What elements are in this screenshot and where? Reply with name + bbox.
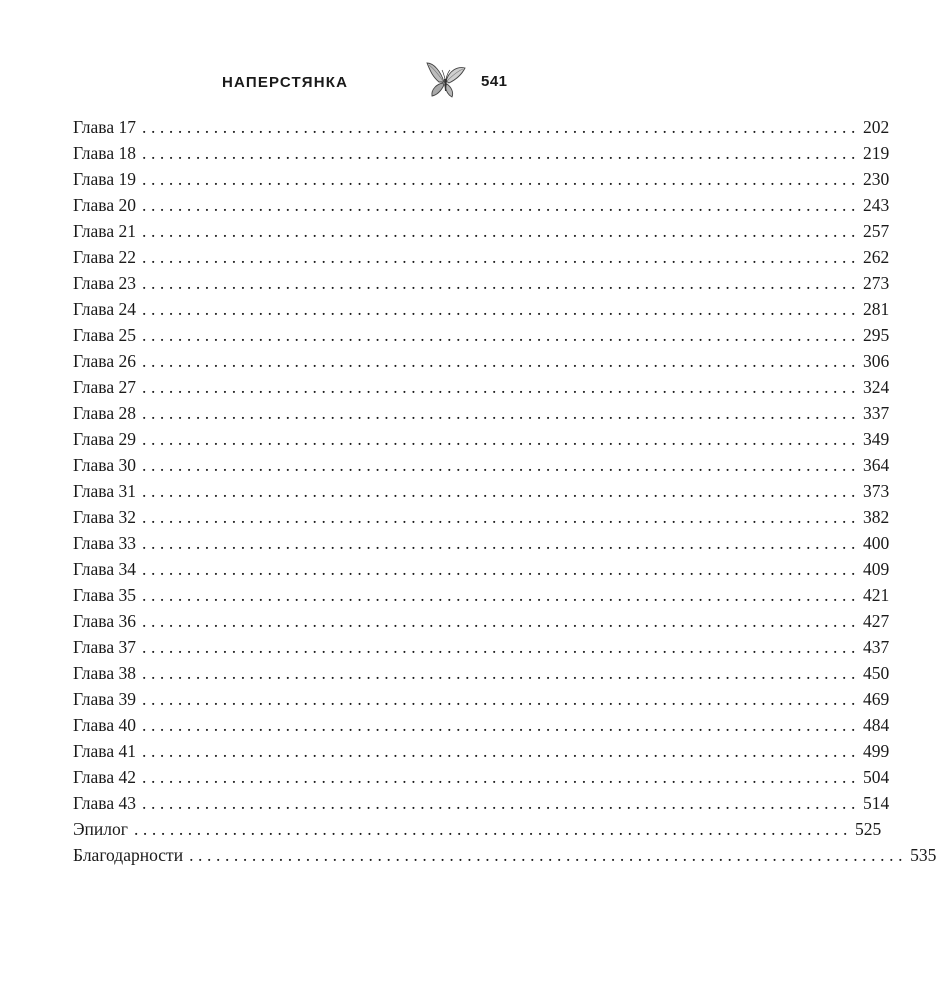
toc-entry-title: Глава 27 bbox=[73, 377, 136, 397]
toc-dot-leader: ................................................................................ bbox=[141, 533, 860, 553]
toc-entry-title: Эпилог bbox=[73, 819, 128, 839]
toc-entry bbox=[73, 322, 890, 348]
toc-entry-page: 243 bbox=[862, 195, 890, 215]
toc-dot-leader: ................................................................................ bbox=[141, 351, 860, 371]
toc-entry-title: Глава 32 bbox=[73, 507, 136, 527]
butterfly-icon bbox=[422, 58, 468, 102]
toc-entry-page: 400 bbox=[862, 533, 890, 553]
toc-entry-page: 324 bbox=[862, 377, 890, 397]
toc-entry-title: Глава 28 bbox=[73, 403, 136, 423]
toc-entry-page: 514 bbox=[862, 793, 890, 813]
toc-entry-page: 437 bbox=[862, 637, 890, 657]
toc-dot-leader: ................................................................................ bbox=[141, 481, 860, 501]
toc-entry-page: 262 bbox=[862, 247, 890, 267]
toc-dot-leader: ................................................................................ bbox=[133, 819, 852, 839]
toc-dot-leader: ................................................................................ bbox=[141, 741, 860, 761]
toc-entry-page: 281 bbox=[862, 299, 890, 319]
toc-entry-title: Глава 25 bbox=[73, 325, 136, 345]
toc-entry bbox=[73, 504, 890, 530]
toc-entry-title: Глава 36 bbox=[73, 611, 136, 631]
toc-entry bbox=[73, 244, 890, 270]
toc-entry bbox=[73, 426, 890, 452]
toc-entry-page: 469 bbox=[862, 689, 890, 709]
toc-entry bbox=[73, 374, 890, 400]
toc-entry bbox=[73, 582, 890, 608]
toc-dot-leader: ................................................................................ bbox=[141, 403, 860, 423]
toc-entry-page: 409 bbox=[862, 559, 890, 579]
toc-entry-title: Глава 33 bbox=[73, 533, 136, 553]
toc-dot-leader: ................................................................................ bbox=[141, 455, 860, 475]
page-number: 541 bbox=[481, 73, 508, 90]
toc-entry-page: 257 bbox=[862, 221, 890, 241]
toc-entry-title: Глава 23 bbox=[73, 273, 136, 293]
toc-entry-title: Глава 29 bbox=[73, 429, 136, 449]
toc-entry bbox=[73, 140, 890, 166]
toc-entry-page: 202 bbox=[862, 117, 890, 137]
toc-entry-title: Глава 30 bbox=[73, 455, 136, 475]
toc-entry-page: 273 bbox=[862, 273, 890, 293]
toc-entry-title: Глава 21 bbox=[73, 221, 136, 241]
running-head-title: НАПЕРСТЯНКА bbox=[222, 74, 349, 91]
toc-entry-title: Глава 42 bbox=[73, 767, 136, 787]
toc-entry-title: Глава 24 bbox=[73, 299, 136, 319]
toc-entry-title: Глава 17 bbox=[73, 117, 136, 137]
toc-entry bbox=[73, 296, 890, 322]
toc-dot-leader: ................................................................................ bbox=[189, 845, 908, 865]
toc-entry-page: 364 bbox=[862, 455, 890, 475]
toc-entry-page: 450 bbox=[862, 663, 890, 683]
toc-entry bbox=[73, 738, 890, 764]
toc-entry-title: Глава 18 bbox=[73, 143, 136, 163]
toc-entry-title: Глава 22 bbox=[73, 247, 136, 267]
toc-entry bbox=[73, 816, 882, 842]
toc-entry-title: Глава 31 bbox=[73, 481, 136, 501]
toc-entry bbox=[73, 400, 890, 426]
toc-entry bbox=[73, 478, 890, 504]
toc-entry-title: Глава 41 bbox=[73, 741, 136, 761]
toc-entry-page: 535 bbox=[910, 845, 936, 865]
toc-entry-page: 230 bbox=[862, 169, 890, 189]
running-header bbox=[0, 58, 619, 108]
toc-dot-leader: ................................................................................ bbox=[141, 273, 860, 293]
toc-entry-title: Глава 37 bbox=[73, 637, 136, 657]
toc-entry-page: 295 bbox=[862, 325, 890, 345]
toc-dot-leader: ................................................................................ bbox=[141, 585, 860, 605]
toc-entry-page: 306 bbox=[862, 351, 890, 371]
toc-entry-title: Глава 38 bbox=[73, 663, 136, 683]
toc-entry-title: Глава 20 bbox=[73, 195, 136, 215]
toc-dot-leader: ................................................................................ bbox=[141, 715, 860, 735]
toc-entry-page: 337 bbox=[862, 403, 890, 423]
toc-dot-leader: ................................................................................ bbox=[141, 611, 860, 631]
toc-entry-title: Глава 43 bbox=[73, 793, 136, 813]
toc-entry-title: Глава 34 bbox=[73, 559, 136, 579]
toc-entry-page: 427 bbox=[862, 611, 890, 631]
toc-entry bbox=[73, 166, 890, 192]
toc-dot-leader: ................................................................................ bbox=[141, 793, 860, 813]
toc-dot-leader: ................................................................................ bbox=[141, 559, 860, 579]
table-of-contents bbox=[73, 114, 936, 868]
toc-dot-leader: ................................................................................ bbox=[141, 663, 860, 683]
toc-entry bbox=[73, 452, 890, 478]
toc-dot-leader: ................................................................................ bbox=[141, 247, 860, 267]
toc-dot-leader: ................................................................................ bbox=[141, 195, 860, 215]
toc-entry-page: 484 bbox=[862, 715, 890, 735]
toc-entry bbox=[73, 192, 890, 218]
toc-dot-leader: ................................................................................ bbox=[141, 221, 860, 241]
toc-entry-title: Глава 39 bbox=[73, 689, 136, 709]
toc-entry bbox=[73, 530, 890, 556]
toc-dot-leader: ................................................................................ bbox=[141, 507, 860, 527]
toc-dot-leader: ................................................................................ bbox=[141, 117, 860, 137]
toc-entry-page: 219 bbox=[862, 143, 890, 163]
toc-dot-leader: ................................................................................ bbox=[141, 767, 860, 787]
toc-dot-leader: ................................................................................ bbox=[141, 325, 860, 345]
toc-entry bbox=[73, 608, 890, 634]
toc-dot-leader: ................................................................................ bbox=[141, 299, 860, 319]
toc-entry bbox=[73, 686, 890, 712]
toc-entry bbox=[73, 270, 890, 296]
toc-entry bbox=[73, 660, 890, 686]
toc-entry-page: 373 bbox=[862, 481, 890, 501]
toc-entry-title: Глава 19 bbox=[73, 169, 136, 189]
toc-entry-title: Глава 35 bbox=[73, 585, 136, 605]
toc-entry-page: 349 bbox=[862, 429, 890, 449]
toc-entry bbox=[73, 842, 936, 868]
toc-entry-page: 525 bbox=[854, 819, 882, 839]
toc-entry-page: 421 bbox=[862, 585, 890, 605]
toc-entry-title: Глава 26 bbox=[73, 351, 136, 371]
toc-dot-leader: ................................................................................ bbox=[141, 637, 860, 657]
toc-entry-page: 504 bbox=[862, 767, 890, 787]
toc-dot-leader: ................................................................................ bbox=[141, 377, 860, 397]
toc-dot-leader: ................................................................................ bbox=[141, 429, 860, 449]
toc-entry bbox=[73, 556, 890, 582]
toc-entry-title: Глава 40 bbox=[73, 715, 136, 735]
toc-entry bbox=[73, 634, 890, 660]
toc-dot-leader: ................................................................................ bbox=[141, 689, 860, 709]
toc-entry bbox=[73, 348, 890, 374]
toc-entry bbox=[73, 790, 890, 816]
toc-entry bbox=[73, 114, 890, 140]
toc-entry-title: Благодарности bbox=[73, 845, 184, 865]
toc-dot-leader: ................................................................................ bbox=[141, 169, 860, 189]
toc-entry bbox=[73, 764, 890, 790]
toc-dot-leader: ................................................................................ bbox=[141, 143, 860, 163]
toc-entry bbox=[73, 712, 890, 738]
toc-entry-page: 382 bbox=[862, 507, 890, 527]
toc-entry-page: 499 bbox=[862, 741, 890, 761]
toc-entry bbox=[73, 218, 890, 244]
